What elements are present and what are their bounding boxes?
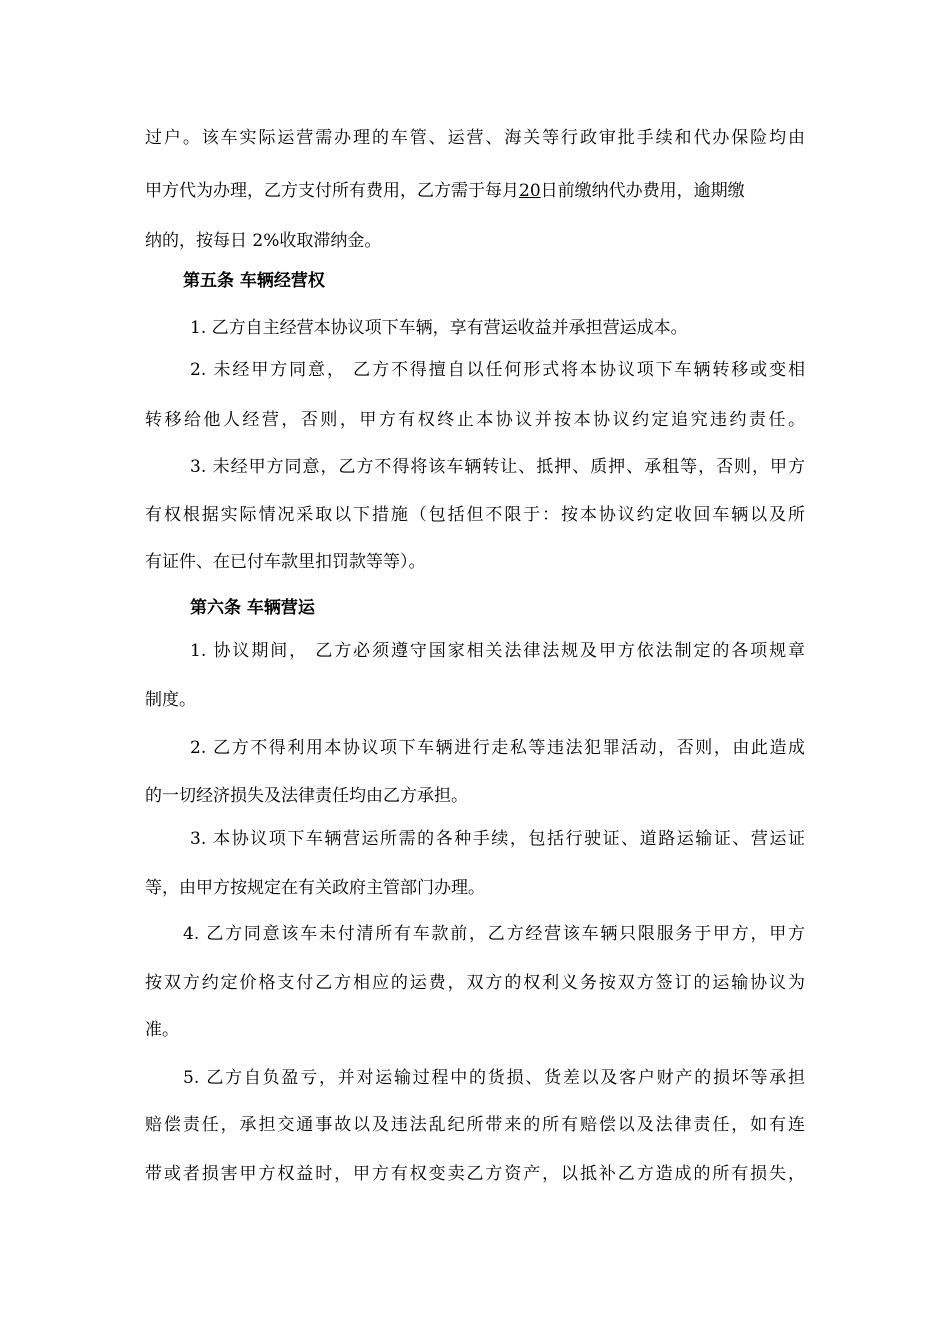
clause-text-line: 准。 bbox=[145, 1020, 179, 1040]
clause-text-line: 2. 乙方不得利用本协议项下车辆进行走私等违法犯罪活动，否则，由此造成 bbox=[190, 738, 805, 758]
clause-text-line: 2. 未经甲方同意， 乙方不得擅自以任何形式将本协议项下车辆转移或变相 bbox=[190, 360, 805, 380]
clause-text-line: 1. 乙方自主经营本协议项下车辆，享有营运收益并承担营运成本。 bbox=[190, 318, 688, 338]
body-text-line: 过户。该车实际运营需办理的车管、运营、海关等行政审批手续和代办保险均由 bbox=[145, 128, 805, 148]
clause-text-line: 5. 乙方自负盈亏，并对运输过程中的货损、货差以及客户财产的损坏等承担 bbox=[183, 1068, 805, 1088]
clause-text-line: 有证件、在已付车款里扣罚款等等）。 bbox=[145, 552, 426, 572]
section-heading-article-6: 第六条 车辆营运 bbox=[190, 598, 315, 618]
body-text-line: 纳的，按每日 2%收取滞纳金。 bbox=[145, 231, 382, 251]
clause-text-line: 4. 乙方同意该车未付清所有车款前，乙方经营该车辆只限服务于甲方，甲方 bbox=[183, 924, 805, 944]
body-text-segment: 日前缴纳代办费用，逾期缴 bbox=[540, 181, 745, 201]
clause-text-line: 的一切经济损失及法律责任均由乙方承担。 bbox=[145, 786, 468, 806]
clause-text-line: 1. 协议期间， 乙方必须遵守国家相关法律法规及甲方依法制定的各项规章 bbox=[190, 641, 805, 661]
section-heading-article-5: 第五条 车辆经营权 bbox=[183, 271, 325, 291]
clause-text-line: 带或者损害甲方权益时，甲方有权变卖乙方资产，以抵补乙方造成的所有损失， bbox=[145, 1164, 805, 1184]
clause-text-line: 有权根据实际情况采取以下措施（包括但不限于：按本协议约定收回车辆以及所 bbox=[145, 505, 805, 525]
clause-text-line: 3. 本协议项下车辆营运所需的各种手续，包括行驶证、道路运输证、营运证 bbox=[190, 829, 805, 849]
clause-text-line: 制度。 bbox=[145, 690, 196, 710]
clause-text-line: 3. 未经甲方同意，乙方不得将该车辆转让、抵押、质押、承租等，否则，甲方 bbox=[190, 457, 805, 477]
body-text-segment: 甲方代为办理，乙方支付所有费用，乙方需于每月 bbox=[145, 181, 519, 201]
clause-text-line: 转移给他人经营，否则，甲方有权终止本协议并按本协议约定追究违约责任。 bbox=[145, 410, 805, 430]
clause-text-line: 等，由甲方按规定在有关政府主管部门办理。 bbox=[145, 878, 485, 898]
payment-day-value: 20 bbox=[519, 181, 541, 201]
clause-text-line: 赔偿责任，承担交通事故以及违法乱纪所带来的所有赔偿以及法律责任，如有连 bbox=[145, 1115, 805, 1135]
body-text-line bbox=[145, 179, 805, 203]
clause-text-line: 按双方约定价格支付乙方相应的运费，双方的权利义务按双方签订的运输协议为 bbox=[145, 973, 805, 993]
